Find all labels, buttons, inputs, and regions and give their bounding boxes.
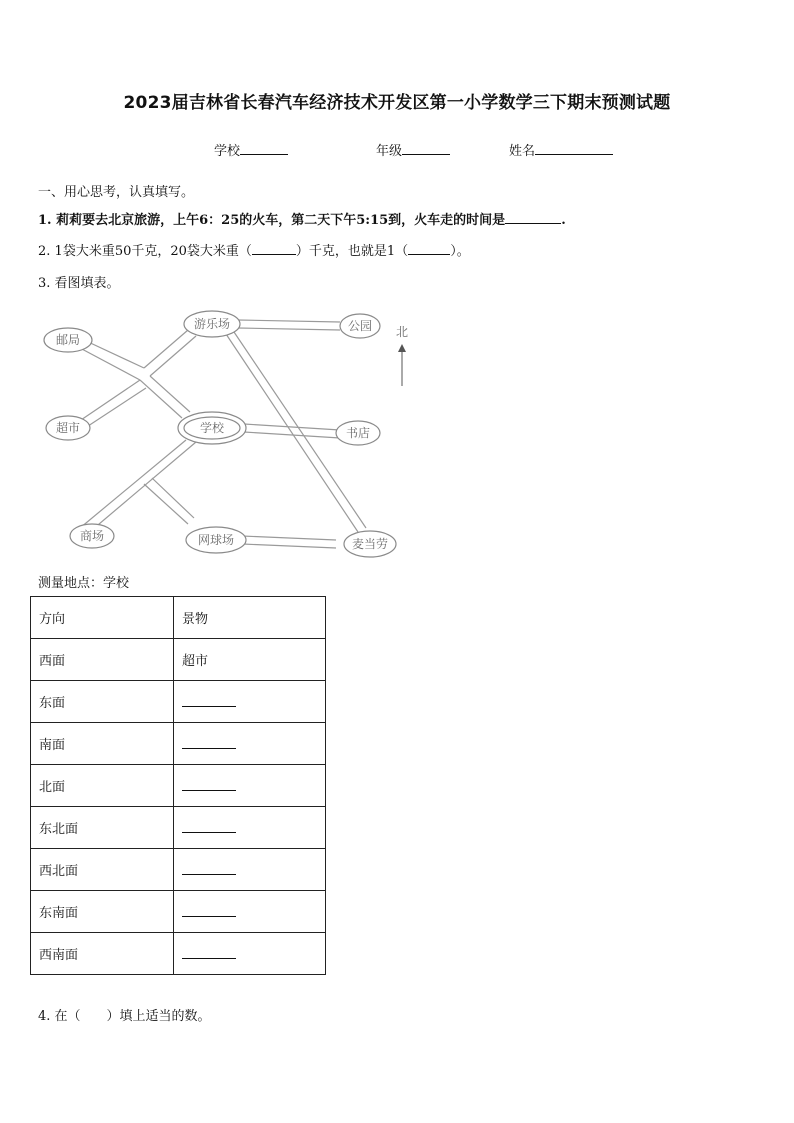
amusement-park-label: 游乐场 [193,317,231,331]
table-row [31,639,326,681]
measure-location: 测量地点：学校 [38,576,130,591]
direction-cell: 西北面 [31,849,174,891]
scene-answer-blank[interactable] [182,902,236,917]
header-scene: 景物 [174,597,326,639]
question-2 [38,240,470,259]
direction-cell: 北面 [31,765,174,807]
mcdonalds-label: 麦当劳 [351,537,389,551]
road-junction-amusement-2 [150,336,196,376]
question-2-blank-2[interactable] [408,242,450,255]
north-arrow [398,344,406,386]
table-row [31,765,326,807]
road-tennis-mcdonalds [242,536,336,540]
scene-answer-blank[interactable] [182,860,236,875]
grade-blank[interactable] [402,140,450,155]
question-2-blank-1[interactable] [252,242,296,255]
direction-cell: 西南面 [31,933,174,975]
scene-cell [174,681,326,723]
name-field [509,140,613,159]
road-tennis-2 [152,478,194,518]
scene-cell [174,723,326,765]
school-field [214,140,288,159]
table-row [31,681,326,723]
bookstore-label: 书店 [345,426,371,440]
grade-field [376,140,450,159]
scene-cell [174,807,326,849]
name-label: 姓名 [509,144,536,159]
scene-cell [174,849,326,891]
table-row [31,807,326,849]
question-4-text: 在（ ）填上适当的数。 [54,1009,211,1024]
post-office-label: 邮局 [55,333,81,347]
scene-answer-blank[interactable] [182,944,236,959]
question-2-part3: ）。 [450,244,470,259]
direction-cell: 南面 [31,723,174,765]
road-school-mall [80,440,186,528]
direction-cell: 西面 [31,639,174,681]
north-arrow-head [398,344,406,352]
question-1-blank[interactable] [505,209,561,224]
question-3-text: 看图填表。 [54,276,120,291]
road-supermarket-2 [82,388,146,430]
table-header-row [31,597,326,639]
road-tennis-mcdonalds-2 [242,544,336,548]
grade-label: 年级 [376,144,403,159]
direction-map [36,300,416,565]
direction-cell: 东面 [31,681,174,723]
road-amusement-park [238,320,340,322]
school-blank[interactable] [240,140,288,155]
direction-table [30,596,326,975]
road-post-office-2 [80,348,140,380]
scene-answer-blank[interactable] [182,818,236,833]
question-2-number: 2. [38,244,51,259]
scene-cell [174,933,326,975]
road-supermarket [78,380,140,422]
section-heading: 一、用心思考，认真填写。 [38,185,195,200]
direction-cell: 东北面 [31,807,174,849]
question-1 [38,209,566,228]
table-row [31,723,326,765]
scene-cell [174,891,326,933]
question-4-number: 4. [38,1009,51,1024]
scene-answer-blank[interactable] [182,692,236,707]
park-label: 公园 [347,319,373,333]
question-2-part2: ）千克，也就是1（ [295,244,409,259]
road-post-office [84,340,144,368]
question-1-number: 1. [38,213,52,228]
scene-answer-blank[interactable] [182,776,236,791]
road-school-bookstore [244,424,340,430]
scene-cell: 超市 [174,639,326,681]
mall-label: 商场 [79,529,105,543]
header-direction: 方向 [31,597,174,639]
question-4 [38,1005,211,1024]
name-blank[interactable] [535,140,613,155]
question-3-number: 3. [38,276,51,291]
question-1-text: 莉莉要去北京旅游，上午6：25的火车，第二天下午5:15到，火车走的时间是 [56,213,506,228]
question-3 [38,272,120,291]
school-label-map: 学校 [199,421,225,435]
table-row [31,849,326,891]
page-title: 2023届吉林省长春汽车经济技术开发区第一小学数学三下期末预测试题 [123,93,671,113]
road-amusement-park-2 [238,328,340,330]
road-tennis [144,484,188,524]
scene-cell [174,765,326,807]
table-row [31,891,326,933]
tennis-court-label: 网球场 [197,533,235,547]
question-1-end: . [561,213,566,228]
table-row [31,933,326,975]
scene-answer-blank[interactable] [182,734,236,749]
question-2-part1: 1袋大米重50千克，20袋大米重（ [54,244,252,259]
supermarket-label: 超市 [55,421,81,435]
school-label: 学校 [214,144,241,159]
direction-cell: 东南面 [31,891,174,933]
north-label: 北 [395,325,409,339]
